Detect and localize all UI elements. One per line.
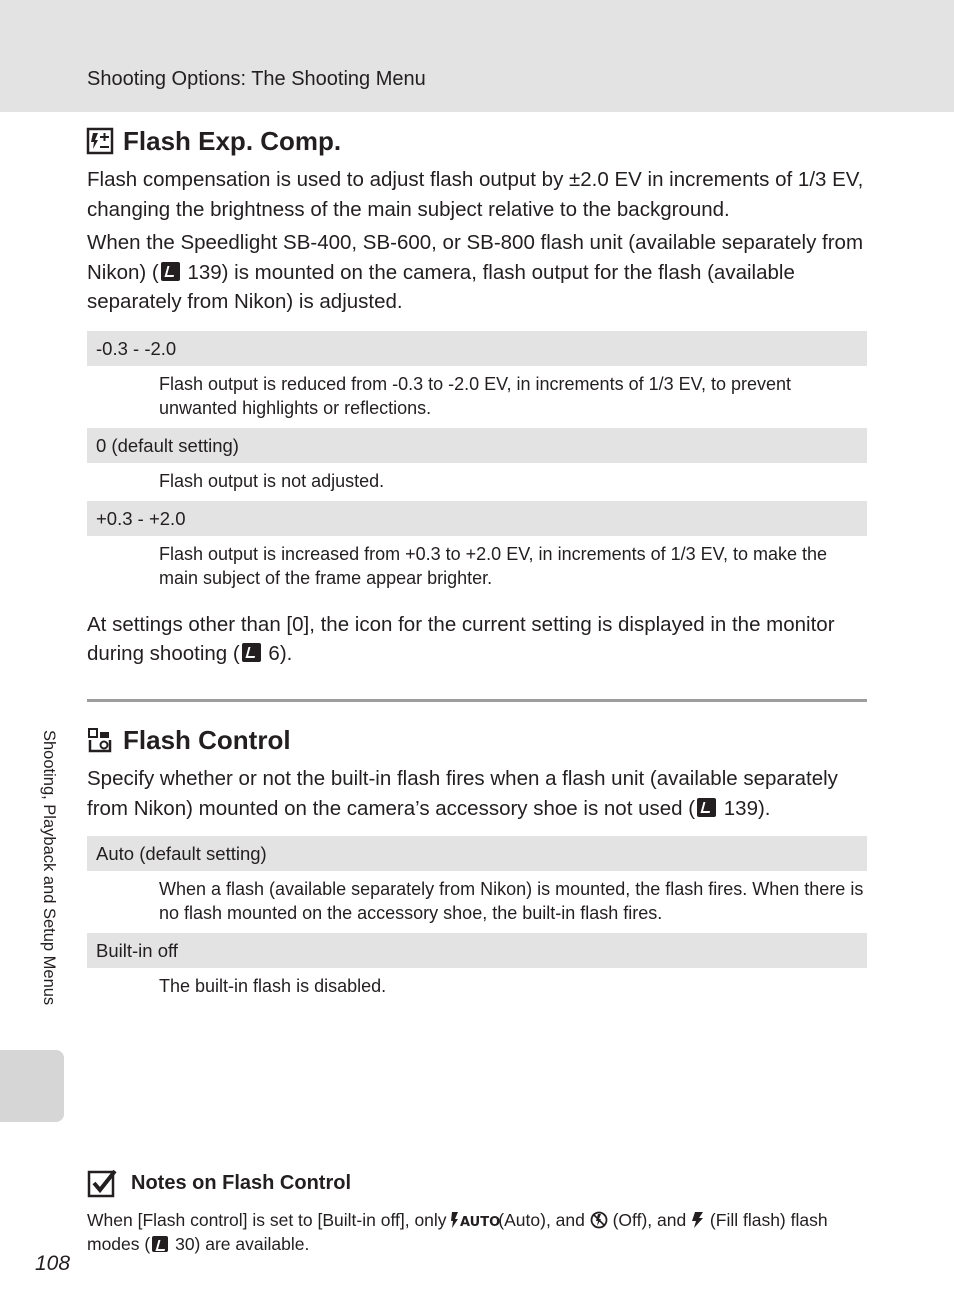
page-reference-icon [697, 798, 716, 817]
option-description: Flash output is increased from +0.3 to +2.0 EV, in increments of 1/3 EV, to make the main subject of the frame appear brighter. [159, 543, 828, 588]
section-flash-control [87, 723, 867, 1006]
flash-auto-icon [451, 1211, 501, 1230]
chapter-tab [0, 1050, 64, 1122]
option-name: +0.3 - +2.0 [87, 501, 867, 536]
note-heading [87, 1168, 351, 1198]
page-reference-icon [161, 262, 180, 281]
section-title [87, 124, 867, 158]
section-title-text: Flash Control [123, 724, 291, 755]
note-title-text: Notes on Flash Control [131, 1171, 351, 1194]
note-body: When [Flash control] is set to [Built-in off], only AUTO (Auto), and (Off), and (Fill flash) flash modes ( 30) are available. [87, 1210, 828, 1254]
flash-control-icon [87, 727, 113, 753]
running-header: Shooting Options: The Shooting Menu [87, 68, 426, 90]
chapter-side-label: Shooting, Playback and Setup Menus [40, 730, 58, 1006]
intro-paragraph: Flash compensation is used to adjust flash output by ±2.0 EV in increments of 1/3 EV, changing the brightness of the main subject relative to the background. [87, 168, 864, 221]
svg-text:AUTO: AUTO [460, 1215, 501, 1230]
option-name: 0 (default setting) [87, 428, 867, 463]
option-name: Built-in off [87, 933, 867, 968]
section-divider [87, 699, 867, 702]
fill-flash-icon [691, 1211, 705, 1229]
option-name: Auto (default setting) [87, 836, 867, 871]
section-flash-exp-comp [87, 124, 867, 669]
option-description: Flash output is not adjusted. [159, 470, 385, 491]
page-number: 108 [35, 1252, 71, 1275]
speedlight-paragraph: When the Speedlight SB-400, SB-600, or SB-800 flash unit (available separately from Nikon) ( 139) is mounted on the camera, flash output for the flash (available separately from Nikon) is adjusted. [87, 231, 864, 313]
section-title-text: Flash Exp. Comp. [123, 125, 342, 156]
settings-paragraph: At settings other than [0], the icon for the current setting is displayed in the monitor during shooting ( 6). [87, 612, 835, 665]
flash-exp-comp-options [87, 331, 867, 598]
check-mark-icon [87, 1168, 117, 1198]
flash-off-icon [590, 1211, 608, 1229]
option-description: When a flash (available separately from Nikon) is mounted, the flash fires. When there is no flash mounted on the accessory shoe, the built-in flash fires. [159, 879, 864, 923]
flash-control-options [87, 836, 867, 1006]
section-title [87, 723, 867, 757]
header-band [0, 0, 954, 112]
flash-exposure-compensation-icon [87, 128, 113, 154]
page-reference-icon [152, 1236, 168, 1252]
option-description: The built-in flash is disabled. [159, 976, 387, 996]
intro-paragraph: Specify whether or not the built-in flash fires when a flash unit (available separately from Nikon) mounted on the camera’s accessory shoe is not used ( 139). [87, 767, 838, 820]
option-name: -0.3 - -2.0 [87, 331, 867, 366]
page-reference-icon [242, 643, 261, 662]
option-description: Flash output is reduced from -0.3 to -2.0 EV, in increments of 1/3 EV, to prevent unwanted highlights or reflections. [159, 373, 792, 418]
